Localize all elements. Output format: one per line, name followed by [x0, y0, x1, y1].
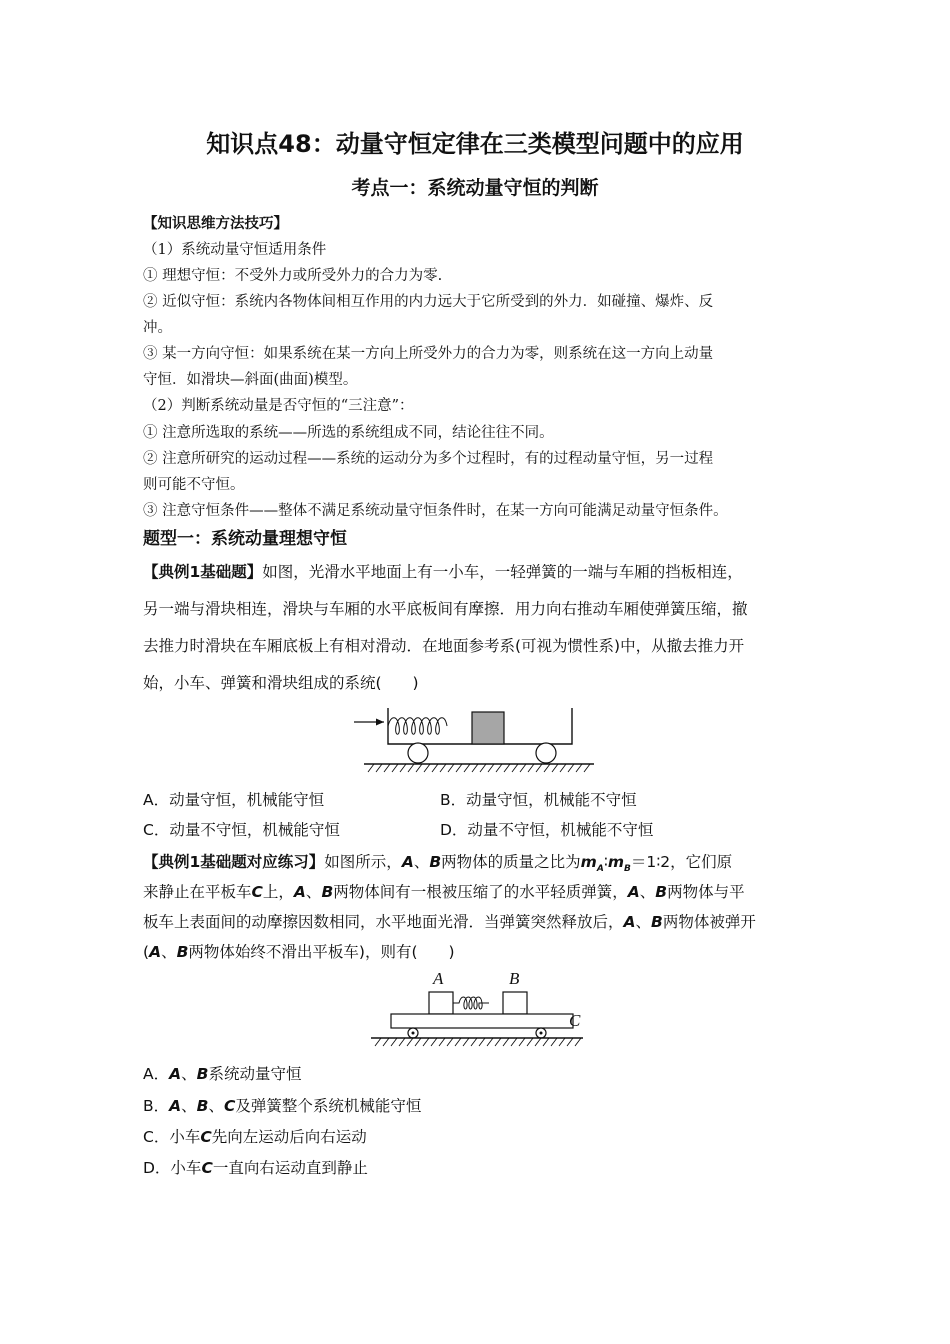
example1-option-b: B．动量守恒，机械能不守恒 — [440, 791, 637, 809]
figure-label-b: B — [509, 969, 520, 988]
example2-line: (A、B两物体始终不滑出平板车)，则有( ) — [143, 943, 455, 961]
example2-label: 【典例1基础题对应练习】 — [143, 853, 325, 871]
knowledge-line: 守恒．如滑块—斜面(曲面)模型。 — [143, 372, 358, 388]
figure-label-a: A — [433, 969, 444, 988]
example1-option-a: A．动量守恒，机械能守恒 — [143, 791, 325, 809]
knowledge-line: （1）系统动量守恒适用条件 — [143, 242, 327, 258]
knowledge-line: ② 近似守恒：系统内各物体间相互作用的内力远大于它所受到的外力．如碰撞、爆炸、反 — [143, 294, 714, 310]
knowledge-line: ③ 注意守恒条件——整体不满足系统动量守恒条件时，在某一方向可能满足动量守恒条件。 — [143, 503, 728, 519]
cart-spring-figure — [350, 700, 610, 776]
example2-option-a: A．A、B系统动量守恒 — [143, 1065, 302, 1083]
example1-line: 【典例1基础题】如图，光滑水平地面上有一小车，一轻弹簧的一端与车厢的挡板相连， — [143, 563, 743, 581]
example1-line: 去推力时滑块在车厢底板上有相对滑动．在地面参考系(可视为惯性系)中，从撤去推力开 — [143, 637, 745, 655]
example2-option-c: C．小车C先向左运动后向右运动 — [143, 1128, 367, 1146]
knowledge-line: 则可能不守恒。 — [143, 477, 245, 493]
knowledge-line: ② 注意所研究的运动过程——系统的运动分为多个过程时，有的过程动量守恒，另一过程 — [143, 451, 714, 467]
example1-label: 【典例1基础题】 — [143, 563, 263, 581]
knowledge-section-label: 【知识思维方法技巧】 — [143, 215, 288, 232]
section-title: 考点一：系统动量守恒的判断 — [351, 177, 599, 199]
knowledge-line: 冲。 — [143, 320, 172, 336]
example2-option-b: B．A、B、C及弹簧整个系统机械能守恒 — [143, 1097, 422, 1115]
example2-line: 板车上表面间的动摩擦因数相同，水平地面光滑．当弹簧突然释放后，A、B两物体被弹开 — [143, 913, 756, 931]
example2-line: 来静止在平板车C上，A、B两物体间有一根被压缩了的水平轻质弹簧，A、B两物体与平 — [143, 883, 745, 901]
example1-option-c: C．动量不守恒，机械能守恒 — [143, 821, 340, 839]
page-title: 知识点48：动量守恒定律在三类模型问题中的应用 — [206, 130, 744, 158]
knowledge-line: ① 注意所选取的系统——所选的系统组成不同，结论往往不同。 — [143, 425, 554, 441]
example2-line: 【典例1基础题对应练习】如图所示，A、B两物体的质量之比为$m_A∶m_B=1∶2$，它们原 — [143, 853, 733, 875]
example1-line: 另一端与滑块相连，滑块与车厢的水平底板间有摩擦．用力向右推动车厢使弹簧压缩，撤 — [143, 600, 748, 618]
plank-blocks-figure — [365, 966, 605, 1048]
example2-option-d: D．小车C一直向右运动直到静止 — [143, 1159, 368, 1177]
figure-label-c: C — [569, 1011, 581, 1030]
knowledge-line: ① 理想守恒：不受外力或所受外力的合力为零. — [143, 268, 443, 284]
example1-option-d: D．动量不守恒，机械能不守恒 — [440, 821, 654, 839]
example1-line: 始，小车、弹簧和滑块组成的系统( ) — [143, 674, 419, 692]
question-type-heading: 题型一：系统动量理想守恒 — [143, 529, 347, 549]
knowledge-line: （2）判断系统动量是否守恒的“三注意”： — [143, 398, 414, 414]
knowledge-line: ③ 某一方向守恒：如果系统在某一方向上所受外力的合力为零，则系统在这一方向上动量 — [143, 346, 714, 362]
